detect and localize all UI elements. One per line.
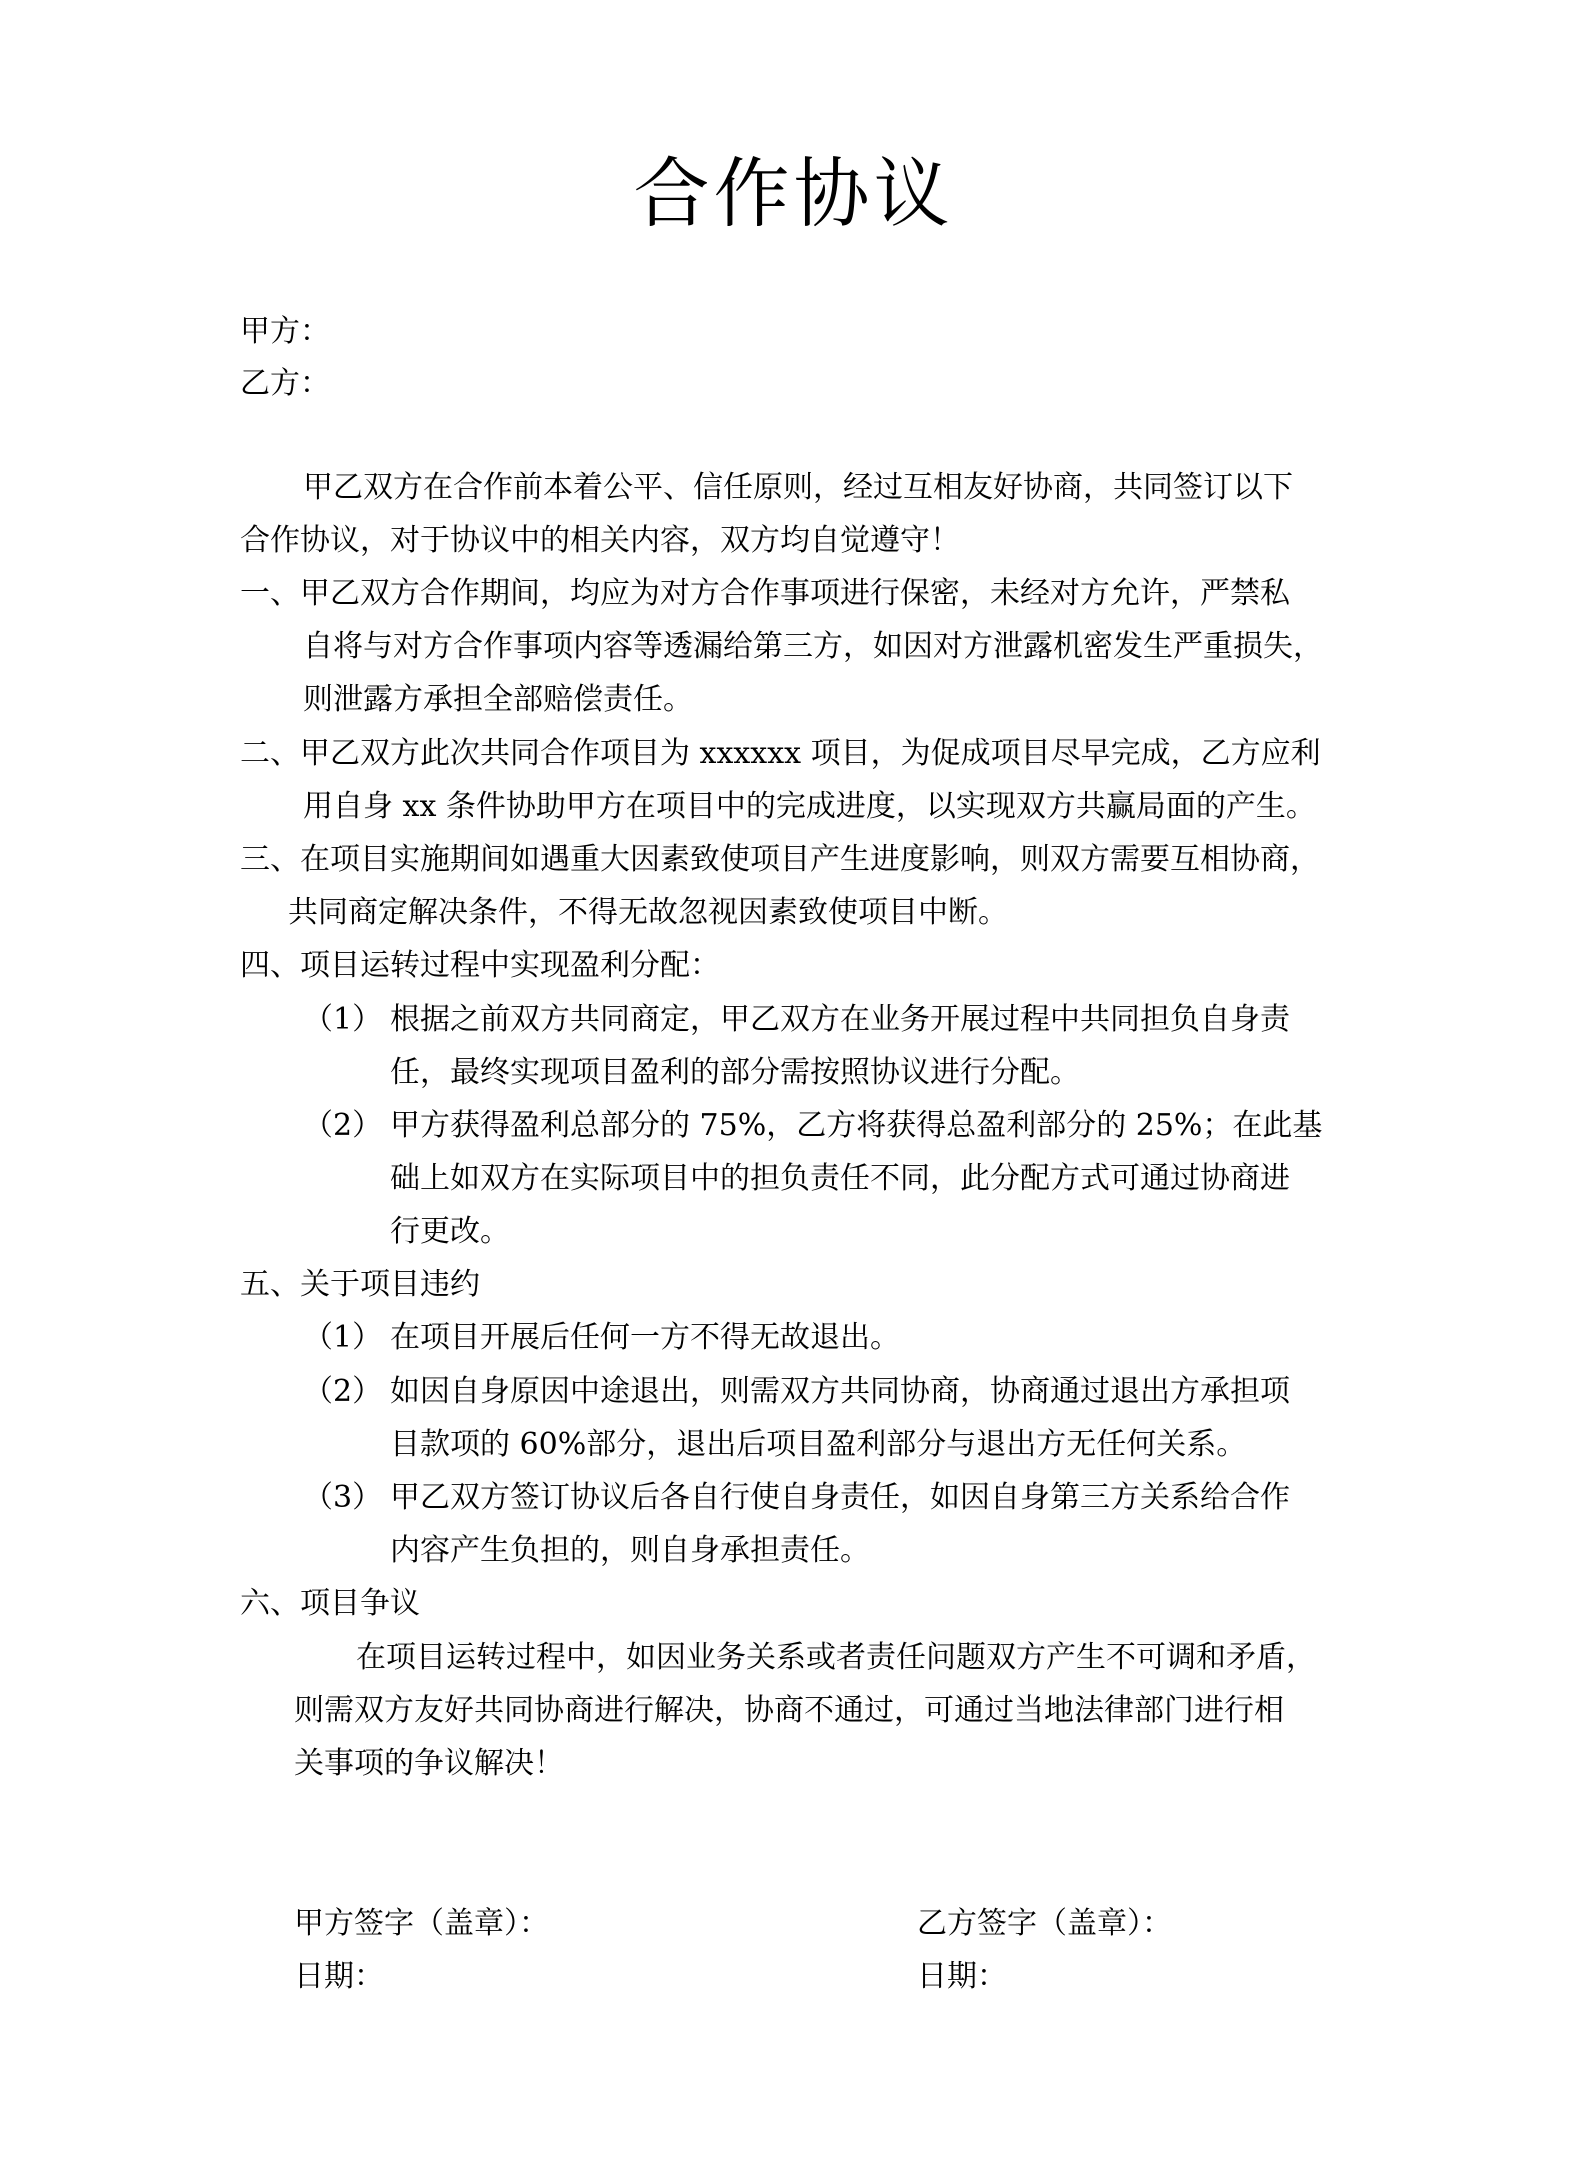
clause-5-heading: 五、关于项目违约: [240, 1267, 480, 1302]
clause-1-line-2: 自将与对方合作事项内容等透漏给第三方，如因对方泄露机密发生严重损失，: [303, 629, 1323, 664]
clause-4-heading: 四、项目运转过程中实现盈利分配：: [240, 948, 720, 983]
intro-line-1: 甲乙双方在合作前本着公平、信任原则，经过互相友好协商，共同签订以下: [303, 470, 1293, 505]
clause-6-line-1: 在项目运转过程中，如因业务关系或者责任问题双方产生不可调和矛盾，: [356, 1640, 1316, 1675]
party-a-signature-label: 甲方签字（盖章）：: [294, 1906, 549, 1941]
clause-3-line-2: 共同商定解决条件，不得无故忽视因素致使项目中断。: [288, 895, 1008, 930]
clause-5-item-1-number: （1）: [303, 1320, 383, 1355]
clause-6-line-2: 则需双方友好共同协商进行解决，协商不通过，可通过当地法律部门进行相: [294, 1693, 1284, 1728]
clause-5-item-3-line-2: 内容产生负担的，则自身承担责任。: [390, 1533, 870, 1568]
party-a-label: 甲方：: [240, 314, 330, 349]
party-b-date-label: 日期：: [917, 1959, 1007, 1994]
clause-2-line-2: 用自身 xx 条件协助甲方在项目中的完成进度，以实现双方共赢局面的产生。: [303, 789, 1316, 824]
clause-6-heading: 六、项目争议: [240, 1586, 420, 1621]
page-title: 合作协议: [633, 149, 954, 238]
clause-6-line-3: 关事项的争议解决！: [294, 1746, 564, 1781]
clause-4-item-2-line-1: 甲方获得盈利总部分的 75%，乙方将获得总盈利部分的 25%；在此基: [390, 1108, 1323, 1143]
clause-5-item-2-number: （2）: [303, 1374, 383, 1409]
clause-2-line-1: 二、甲乙双方此次共同合作项目为 xxxxxx 项目，为促成项目尽早完成，乙方应利: [240, 736, 1321, 771]
clause-4-item-1-number: （1）: [303, 1002, 383, 1037]
clause-4-item-2-line-3: 行更改。: [390, 1214, 510, 1249]
party-a-date-label: 日期：: [294, 1959, 384, 1994]
clause-4-item-1-line-1: 根据之前双方共同商定，甲乙双方在业务开展过程中共同担负自身责: [390, 1002, 1290, 1037]
clause-1-line-3: 则泄露方承担全部赔偿责任。: [303, 682, 693, 717]
party-b-signature-label: 乙方签字（盖章）：: [917, 1906, 1172, 1941]
clause-5-item-2-line-2: 目款项的 60%部分，退出后项目盈利部分与退出方无任何关系。: [390, 1427, 1247, 1462]
clause-4-item-2-line-2: 础上如双方在实际项目中的担负责任不同，此分配方式可通过协商进: [390, 1161, 1290, 1196]
clause-4-item-2-number: （2）: [303, 1108, 383, 1143]
party-b-label: 乙方：: [240, 366, 330, 401]
clause-5-item-3-number: （3）: [303, 1480, 383, 1515]
clause-5-item-3-line-1: 甲乙双方签订协议后各自行使自身责任，如因自身第三方关系给合作: [390, 1480, 1290, 1515]
clause-1-line-1: 一、甲乙双方合作期间，均应为对方合作事项进行保密，未经对方允许，严禁私: [240, 576, 1290, 611]
clause-4-item-1-line-2: 任，最终实现项目盈利的部分需按照协议进行分配。: [390, 1055, 1080, 1090]
clause-5-item-2-line-1: 如因自身原因中途退出，则需双方共同协商，协商通过退出方承担项: [390, 1374, 1290, 1409]
intro-line-2: 合作协议，对于协议中的相关内容，双方均自觉遵守！: [240, 523, 960, 558]
clause-5-item-1-line-1: 在项目开展后任何一方不得无故退出。: [390, 1320, 900, 1355]
clause-3-line-1: 三、在项目实施期间如遇重大因素致使项目产生进度影响，则双方需要互相协商，: [240, 842, 1320, 877]
